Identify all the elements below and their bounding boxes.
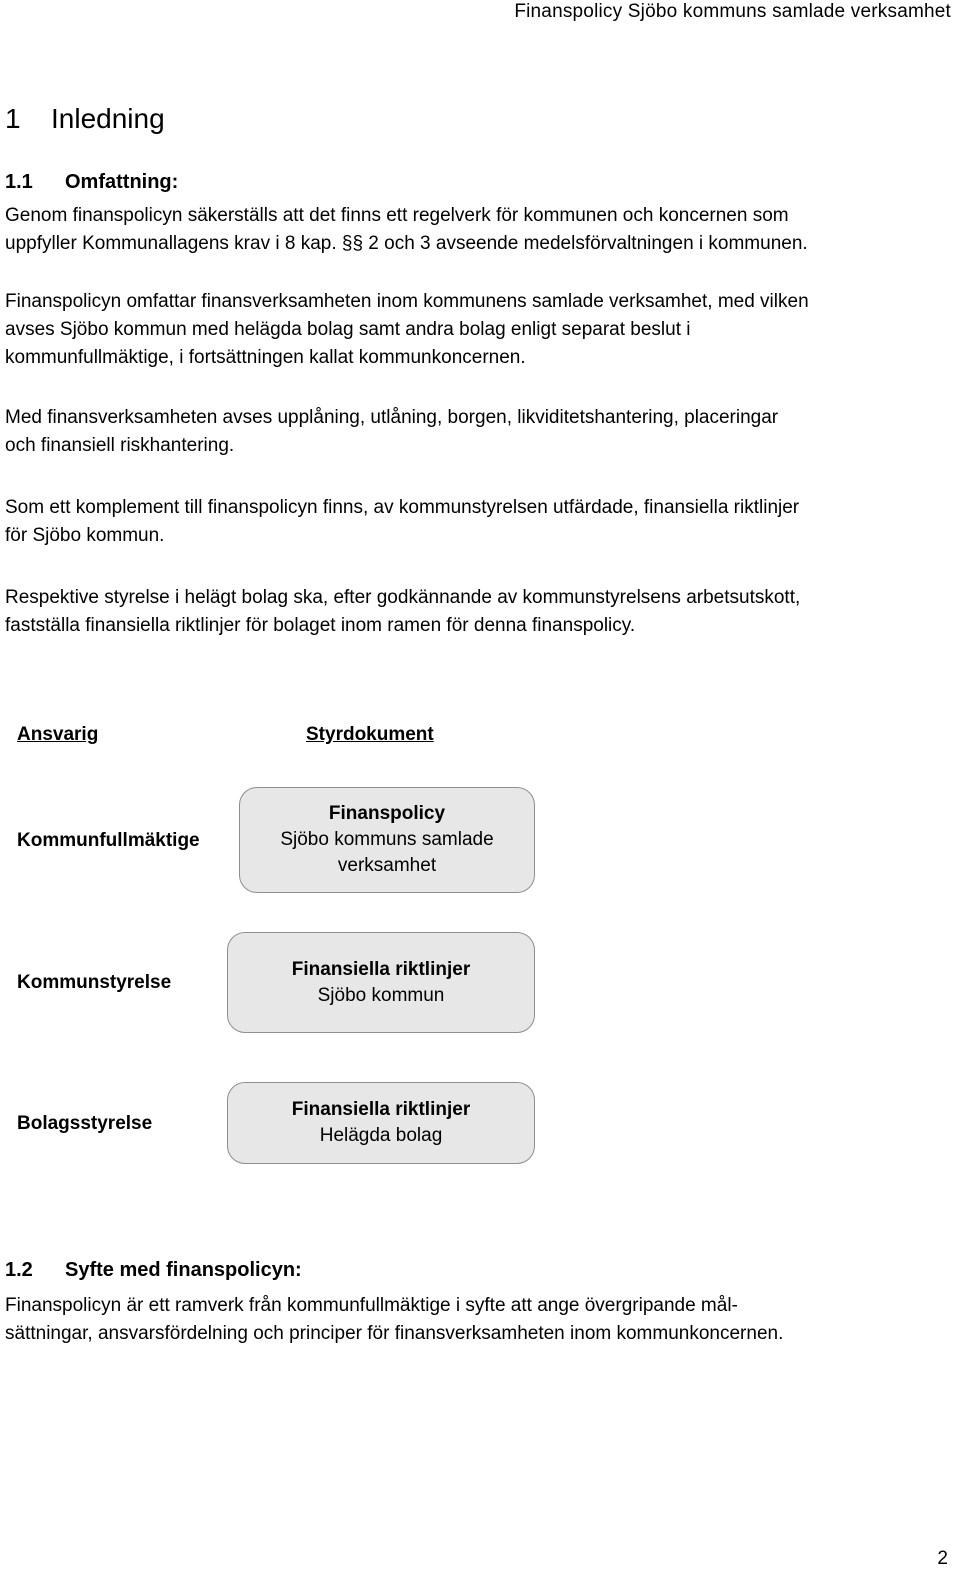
text-line: Med finansverksamheten avses upplåning, utlåning, borgen, likviditetshantering, placeringar	[5, 407, 779, 428]
text-line: och finansiell riskhantering.	[5, 435, 235, 456]
text-line: sättningar, ansvarsfördelning och principer för finansverksamheten inom kommunkoncernen.	[5, 1323, 784, 1344]
subsection-number: 1.2	[5, 1259, 33, 1281]
paragraph-boards	[5, 584, 800, 640]
text-line: avses Sjöbo kommun med helägda bolag samt andra bolag enligt separat beslut i	[5, 319, 691, 340]
document-subtitle: Sjöbo kommuns samlade	[280, 829, 494, 850]
text-line: kommunfullmäktige, i fortsättningen kallat kommunkoncernen.	[5, 347, 526, 368]
column-heading-document: Styrdokument	[306, 724, 434, 745]
subsection-title: Syfte med finanspolicyn:	[65, 1259, 302, 1281]
text-line: Finanspolicyn är ett ramverk från kommunfullmäktige i syfte att ange övergripande mål-	[5, 1295, 738, 1316]
document-title: Finanspolicy	[328, 803, 446, 824]
document-subtitle: verksamhet	[337, 855, 437, 876]
subsection-heading-1-1	[5, 169, 178, 195]
document-box	[239, 787, 535, 893]
responsible-label: Kommunfullmäktige	[17, 830, 200, 851]
paragraph-activities	[5, 404, 778, 460]
subsection-number: 1.1	[5, 171, 33, 193]
section-number: 1	[5, 103, 21, 134]
subsection-heading-1-2	[5, 1257, 302, 1283]
section-heading-1	[5, 101, 165, 137]
running-header: Finanspolicy Sjöbo kommuns samlade verksamhet	[514, 1, 951, 22]
paragraph-scope	[5, 202, 808, 258]
column-heading-responsible: Ansvarig	[17, 724, 99, 745]
text-line: Genom finanspolicyn säkerställs att det finns ett regelverk för kommunen och koncernen som	[5, 205, 789, 226]
document-box	[227, 932, 535, 1033]
document-title: Finansiella riktlinjer	[291, 958, 471, 980]
document-subtitle: Sjöbo kommun	[317, 984, 445, 1006]
text-line: Finanspolicyn omfattar finansverksamheten inom kommunens samlade verksamhet, med vilken	[5, 291, 809, 312]
document-box	[227, 1082, 535, 1164]
paragraph-purpose	[5, 1292, 783, 1348]
text-line: för Sjöbo kommun.	[5, 525, 165, 546]
document-title: Finansiella riktlinjer	[291, 1099, 471, 1120]
subsection-title: Omfattning:	[65, 171, 179, 193]
text-line: Som ett komplement till finanspolicyn finns, av kommunstyrelsen utfärdade, finansiella riktlinjer	[5, 497, 800, 518]
text-line: Respektive styrelse i helägt bolag ska, efter godkännande av kommunstyrelsens arbetsutskott,	[5, 587, 801, 608]
section-title: Inledning	[51, 103, 165, 134]
document-subtitle: Helägda bolag	[319, 1125, 443, 1146]
page-number: 2	[937, 1548, 948, 1569]
responsible-label: Kommunstyrelse	[17, 972, 172, 993]
paragraph-complement	[5, 494, 799, 550]
text-line: fastställa finansiella riktlinjer för bolaget inom ramen för denna finanspolicy.	[5, 615, 636, 636]
paragraph-coverage	[5, 288, 809, 372]
responsible-label: Bolagsstyrelse	[17, 1113, 153, 1134]
text-line: uppfyller Kommunallagens krav i 8 kap. §§ 2 och 3 avseende medelsförvaltningen i kommunen.	[5, 233, 808, 254]
